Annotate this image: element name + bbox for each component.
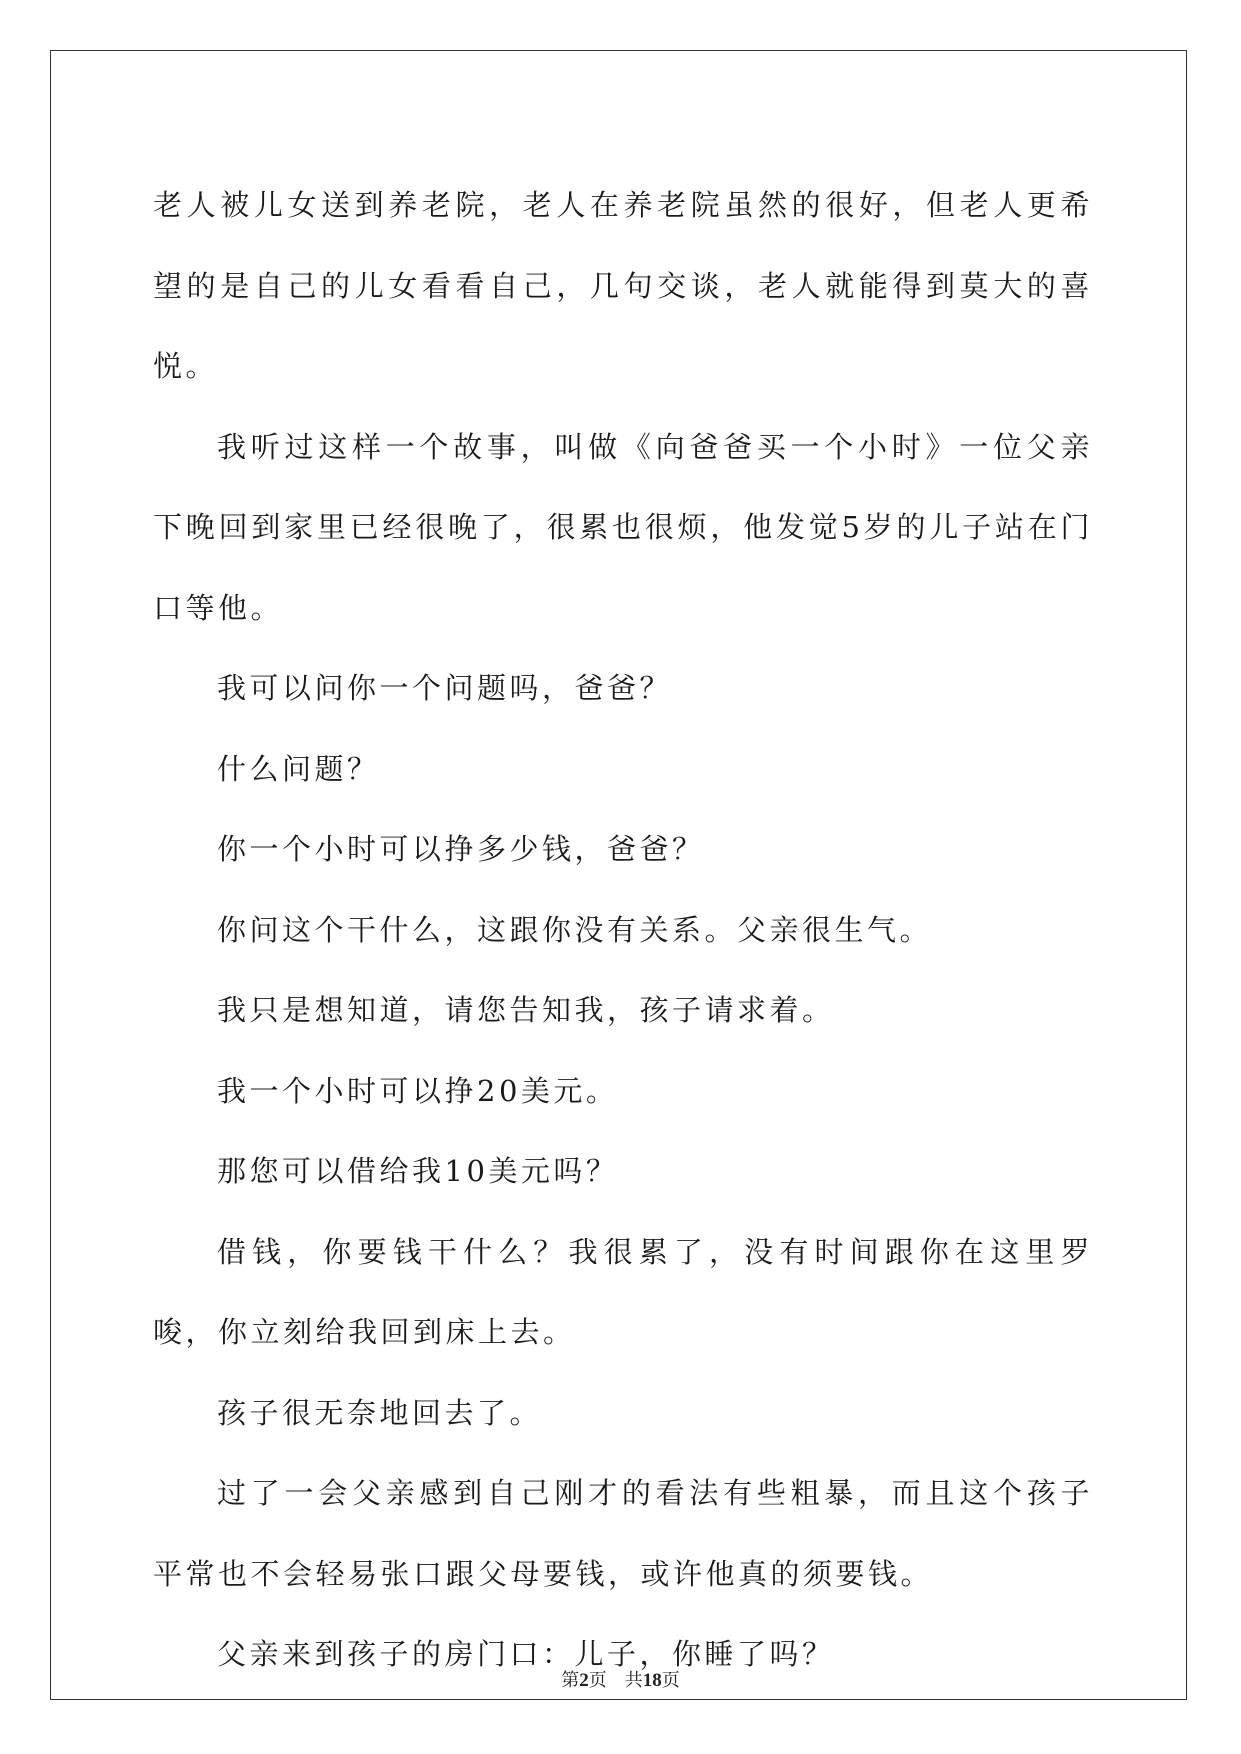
document-body xyxy=(153,165,1093,1695)
paragraph-4: 什么问题？ xyxy=(217,751,380,786)
footer-prefix: 第 xyxy=(561,1670,580,1691)
footer-page-suffix: 页 xyxy=(588,1670,607,1691)
page-footer xyxy=(0,1669,1241,1693)
footer-total-prefix: 共 xyxy=(624,1670,643,1691)
paragraph-9: 那您可以借给我10美元吗？ xyxy=(217,1154,619,1188)
total-page-number: 18 xyxy=(642,1670,662,1691)
paragraph-7: 我只是想知道，请您告知我，孩子请求着。 xyxy=(217,993,835,1027)
paragraph-11: 孩子很无奈地回去了。 xyxy=(217,1395,543,1430)
paragraph-3: 我可以问你一个问题吗，爸爸？ xyxy=(217,671,673,705)
footer-total-suffix: 页 xyxy=(661,1670,680,1691)
paragraph-1: 老人被儿女送到养老院，老人在养老院虽然的很好，但老人更希望的是自己的儿女看看自己，几句交谈，老人就能得到莫大的喜悦。 xyxy=(153,188,1093,383)
paragraph-2: 我听过这样一个故事，叫做《向爸爸买一个小时》一位父亲下晚回到家里已经很晚了，很累也很烦，他发觉5岁的儿子站在门口等他。 xyxy=(153,429,1093,625)
paragraph-6: 你问这个干什么，这跟你没有关系。父亲很生气。 xyxy=(217,912,933,947)
paragraph-12: 过了一会父亲感到自己刚才的看法有些粗暴，而且这个孩子平常也不会轻易张口跟父母要钱，或许他真的须要钱。 xyxy=(153,1476,1093,1591)
paragraph-5: 你一个小时可以挣多少钱，爸爸？ xyxy=(217,832,705,866)
paragraph-13: 父亲来到孩子的房门口：儿子，你睡了吗？ xyxy=(217,1637,835,1671)
paragraph-10: 借钱，你要钱干什么？我很累了，没有时间跟你在这里罗唆，你立刻给我回到床上去。 xyxy=(153,1234,1093,1349)
current-page-number: 2 xyxy=(579,1670,589,1691)
paragraph-8: 我一个小时可以挣20美元。 xyxy=(217,1073,619,1108)
